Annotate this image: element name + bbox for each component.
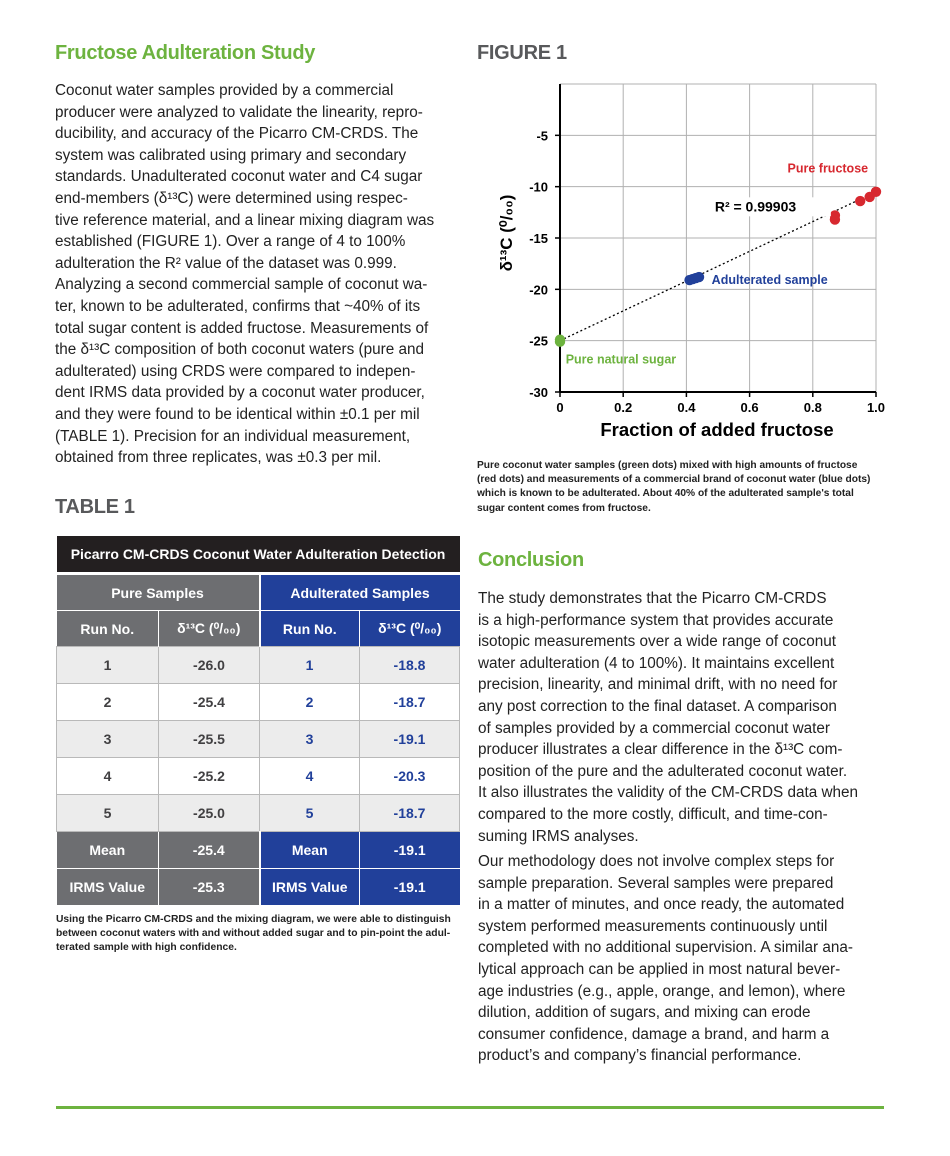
caption-line: which is known to be adulterated. About 40% of the adulterated sample's total [477, 488, 854, 500]
irms-label: IRMS Value [260, 869, 360, 906]
text-line: and they were found to be identical within ±0.1 per mil [55, 405, 420, 423]
text-line: adulterated) using CRDS were compared to indepen- [55, 362, 416, 380]
table-row [57, 647, 460, 684]
text-line: system was calibrated using primary and secondary [55, 146, 407, 164]
table-row [57, 684, 460, 721]
y-tick-label: -20 [529, 282, 548, 298]
text-line: adulteration the R² value of the dataset was 0.999. [55, 254, 397, 272]
run-cell: 5 [260, 795, 360, 832]
table-label: TABLE 1 [55, 496, 135, 518]
text-line: standards. Unadulterated coconut water and C4 sugar [55, 168, 423, 186]
fructose-scatter-chart [477, 70, 897, 455]
x-tick-label: 0.2 [614, 400, 633, 415]
table-row [57, 758, 460, 795]
text-line: consumer confidence, damage a brand, and harm a [478, 1025, 830, 1043]
run-cell: 5 [57, 795, 159, 832]
group-header-pure: Pure Samples [57, 574, 260, 611]
data-point [871, 187, 881, 197]
conclusion-paragraph-1 [478, 588, 898, 847]
text-line: is a high-performance system that provides accurate [478, 611, 834, 629]
caption-line: Pure coconut water samples (green dots) mixed with high amounts of fructose [477, 460, 858, 471]
text-line: dilution, addition of sugars, and mixing can erode [478, 1004, 811, 1022]
x-tick-label: 0 [556, 400, 564, 415]
text-line: completed with no additional supervision. A similar ana- [478, 939, 853, 957]
text-line: The study demonstrates that the Picarro CM-CRDS [478, 590, 827, 607]
text-line: position of the pure and the adulterated coconut water. [478, 762, 848, 780]
adulteration-table [56, 536, 460, 905]
text-line: It also illustrates the validity of the CM-CRDS data when [478, 784, 859, 802]
table-row [57, 721, 460, 758]
value-cell: -26.0 [159, 647, 260, 684]
text-line: Our methodology does not involve complex steps for [478, 853, 835, 870]
text-line: dent IRMS data provided by a coconut water producer, [55, 384, 425, 402]
caption-line: (red dots) and measurements of a commercial brand of coconut water (blue dots) [477, 474, 871, 486]
run-cell: 1 [57, 647, 159, 684]
text-line: ducibility, and accuracy of the Picarro CM-CRDS. The [55, 125, 419, 143]
text-line: established (FIGURE 1). Over a range of 4 to 100% [55, 233, 406, 251]
text-line: Coconut water samples provided by a commercial [55, 82, 394, 99]
run-cell: 4 [57, 758, 159, 795]
text-line: total sugar content is added fructose. Measurements of [55, 319, 429, 337]
caption-line: terated sample with high confidence. [56, 942, 237, 954]
text-line: sample preparation. Several samples were prepared [478, 874, 834, 892]
value-cell: -20.3 [360, 758, 460, 795]
text-line: producer illustrates a clear difference in the δ¹³C com- [478, 741, 843, 759]
run-cell: 1 [260, 647, 360, 684]
section-heading-study: Fructose Adulteration Study [55, 42, 316, 64]
series-label-fructose: Pure fructose [787, 161, 869, 176]
footer-divider [56, 1106, 884, 1109]
table-title: Picarro CM-CRDS Coconut Water Adulteration Detection [57, 536, 460, 574]
mean-value-pure: -25.4 [159, 832, 260, 869]
run-cell: 4 [260, 758, 360, 795]
y-axis-title: δ¹³C (⁰/₀₀) [497, 194, 516, 272]
r2-label: R² = 0.99903 [714, 198, 797, 215]
text-line: in a matter of minutes, and once ready, the automated [478, 896, 845, 914]
text-line: end-members (δ¹³C) were determined using respec- [55, 189, 408, 207]
section-heading-conclusion: Conclusion [478, 549, 584, 571]
figure-caption [477, 459, 897, 516]
table-row-mean [57, 832, 460, 869]
y-tick-label: -25 [529, 333, 548, 349]
run-cell: 2 [57, 684, 159, 721]
table-caption [56, 913, 466, 956]
x-tick-label: 0.6 [740, 400, 759, 415]
value-cell: -25.0 [159, 795, 260, 832]
column-header-delta: δ¹³C (⁰/₀₀) [360, 611, 460, 647]
text-line: Analyzing a second commercial sample of coconut wa- [55, 276, 428, 294]
value-cell: -25.4 [159, 684, 260, 721]
mean-value-adulterated: -19.1 [360, 832, 460, 869]
y-tick-label: -30 [529, 385, 548, 400]
conclusion-paragraph-2 [478, 851, 898, 1067]
study-paragraph [55, 80, 465, 469]
table-row [57, 795, 460, 832]
caption-line: between coconut waters with and without added sugar and to pin-point the adul- [56, 928, 451, 940]
group-header-adulterated: Adulterated Samples [260, 574, 460, 611]
column-header-run: Run No. [57, 611, 159, 647]
value-cell: -25.5 [159, 721, 260, 758]
y-tick-label: -10 [529, 179, 548, 195]
y-tick-label: -15 [529, 231, 548, 246]
text-line: age industries (e.g., apple, orange, and lemon), where [478, 982, 846, 1000]
value-cell: -18.7 [360, 795, 460, 832]
caption-line: Using the Picarro CM-CRDS and the mixing diagram, we were able to distinguish [56, 914, 451, 925]
value-cell: -25.2 [159, 758, 260, 795]
x-axis-title: Fraction of added fructose [600, 419, 834, 440]
text-line: compared to the more costly, difficult, and time-con- [478, 805, 828, 823]
text-line: water adulteration (4 to 100%). It maintains excellent [478, 654, 835, 672]
data-point [694, 272, 704, 282]
column-header-run: Run No. [260, 611, 360, 647]
text-line: any post correction to the final dataset. A comparison [478, 697, 837, 715]
value-cell: -18.8 [360, 647, 460, 684]
x-tick-label: 0.8 [803, 400, 822, 415]
x-tick-label: 0.4 [677, 400, 696, 415]
value-cell: -19.1 [360, 721, 460, 758]
text-line: tive reference material, and a linear mixing diagram was [55, 211, 435, 229]
data-point [830, 214, 840, 224]
run-cell: 3 [260, 721, 360, 758]
run-cell: 2 [260, 684, 360, 721]
column-header-delta: δ¹³C (⁰/₀₀) [159, 611, 260, 647]
table-row-irms [57, 869, 460, 906]
irms-value-adulterated: -19.1 [360, 869, 460, 906]
data-point [555, 334, 565, 344]
x-tick-label: 1.0 [866, 400, 886, 415]
text-line: system performed measurements continuously until [478, 917, 828, 935]
value-cell: -18.7 [360, 684, 460, 721]
text-line: precision, linearity, and minimal drift, with no need for [478, 676, 838, 694]
text-line: lytical approach can be applied in most natural bever- [478, 960, 841, 978]
caption-line: sugar content comes from fructose. [477, 502, 651, 514]
figure-label: FIGURE 1 [477, 42, 567, 64]
text-line: suming IRMS analyses. [478, 827, 639, 845]
run-cell: 3 [57, 721, 159, 758]
text-line: product’s and company’s financial performance. [478, 1047, 802, 1065]
data-point [855, 196, 865, 206]
irms-value-pure: -25.3 [159, 869, 260, 906]
mean-label: Mean [260, 832, 360, 869]
series-label-natural: Pure natural sugar [565, 352, 677, 367]
y-tick-label: -5 [536, 128, 548, 144]
irms-label: IRMS Value [57, 869, 159, 906]
text-line: the δ¹³C composition of both coconut waters (pure and [55, 341, 425, 359]
text-line: producer were analyzed to validate the linearity, repro- [55, 103, 423, 121]
text-line: (TABLE 1). Precision for an individual measurement, [55, 427, 411, 445]
series-label-adulterated: Adulterated sample [711, 273, 828, 288]
text-line: isotopic measurements over a wide range of coconut [478, 633, 836, 651]
text-line: obtained from three replicates, was ±0.3 per mil. [55, 449, 382, 467]
mean-label: Mean [57, 832, 159, 869]
text-line: of samples provided by a commercial coconut water [478, 719, 830, 737]
text-line: ter, known to be adulterated, confirms that ~40% of its [55, 297, 421, 315]
